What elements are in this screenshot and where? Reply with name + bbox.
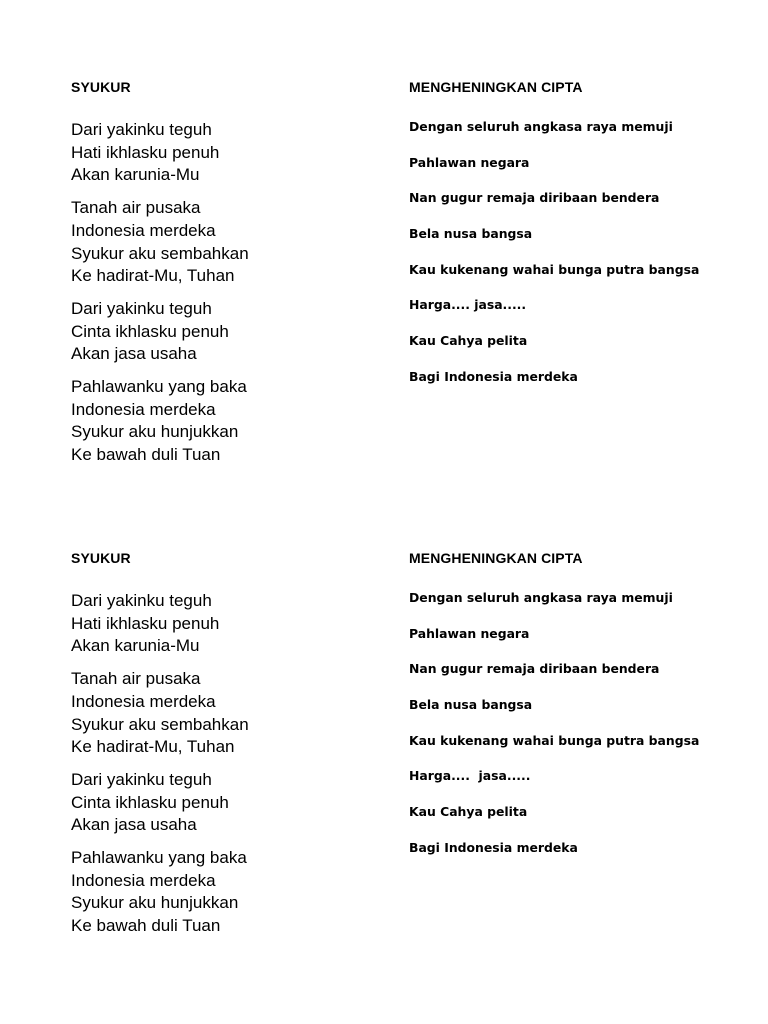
lyric-line: Pahlawanku yang baka <box>71 377 247 397</box>
lyric-line: Dari yakinku teguh <box>71 120 212 139</box>
lyric-line: Dari yakinku teguh <box>71 591 212 610</box>
lyric-line: Pahlawan negara <box>409 154 530 170</box>
lyric-line: Ke bawah duli Tuan <box>71 445 221 465</box>
lyric-line: Dengan seluruh angkasa raya memuji <box>409 590 673 605</box>
lyric-line: Ke hadirat-Mu, Tuhan <box>71 737 235 757</box>
mengheningkan-cipta-lines <box>409 119 749 385</box>
lyric-line: Kau Cahya pelita <box>409 333 528 349</box>
lyric-line: Hati ikhlasku penuh <box>71 613 220 633</box>
lyric-line: Syukur aku sembahkan <box>71 243 249 263</box>
mengheningkan-cipta-section <box>409 78 749 405</box>
lyric-line: Harga.... jasa..... <box>409 297 527 313</box>
stanza <box>71 119 371 187</box>
lyric-line: Bagi Indonesia merdeka <box>409 839 578 855</box>
syukur-section <box>71 549 371 948</box>
lyric-line: Bela nusa bangsa <box>409 226 533 242</box>
lyric-line: Pahlawan negara <box>409 625 530 641</box>
mengheningkan-cipta-lines <box>409 590 749 856</box>
lyric-line: Tanah air pusaka <box>71 198 201 218</box>
stanza <box>71 376 371 467</box>
lyric-line: Indonesia merdeka <box>71 691 216 711</box>
stanza <box>71 590 371 658</box>
lyric-line: Syukur aku hunjukkan <box>71 893 239 913</box>
stanza <box>71 298 371 366</box>
lyric-line: Ke hadirat-Mu, Tuhan <box>71 266 235 286</box>
lyric-line: Syukur aku sembahkan <box>71 714 249 734</box>
lyric-line: Nan gugur remaja diribaan bendera <box>409 661 660 677</box>
lyric-line: Indonesia merdeka <box>71 220 216 240</box>
lyric-line: Kau kukenang wahai bunga putra bangsa <box>409 261 700 277</box>
lyric-line: Bela nusa bangsa <box>409 697 533 713</box>
lyric-line: Harga.... jasa..... <box>409 768 531 784</box>
lyric-line: Hati ikhlasku penuh <box>71 142 220 162</box>
syukur-title: SYUKUR <box>71 79 131 95</box>
lyric-line: Syukur aku hunjukkan <box>71 422 239 442</box>
syukur-stanzas <box>71 119 371 467</box>
lyric-line: Akan karunia-Mu <box>71 165 200 185</box>
lyric-line: Akan karunia-Mu <box>71 636 200 656</box>
lyric-line: Indonesia merdeka <box>71 870 216 890</box>
lyric-line: Pahlawanku yang baka <box>71 848 247 868</box>
lyric-line: Ke bawah duli Tuan <box>71 916 221 936</box>
lyric-line: Nan gugur remaja diribaan bendera <box>409 190 660 206</box>
lyric-line: Tanah air pusaka <box>71 669 201 689</box>
lyric-line: Dari yakinku teguh <box>71 769 212 789</box>
stanza <box>71 847 371 938</box>
lyric-line: Cinta ikhlasku penuh <box>71 321 229 341</box>
syukur-stanzas <box>71 590 371 938</box>
lyrics-block-bottom <box>0 471 768 941</box>
lyric-line: Bagi Indonesia merdeka <box>409 368 578 384</box>
lyric-line: Dari yakinku teguh <box>71 298 212 318</box>
stanza <box>71 197 371 288</box>
lyrics-block-top <box>0 0 768 470</box>
stanza <box>71 769 371 837</box>
lyric-line: Akan jasa usaha <box>71 344 197 364</box>
lyric-line: Kau Cahya pelita <box>409 804 528 820</box>
mengheningkan-cipta-title: MENGHENINGKAN CIPTA <box>409 79 583 95</box>
lyric-line: Kau kukenang wahai bunga putra bangsa <box>409 732 700 748</box>
lyric-line: Dengan seluruh angkasa raya memuji <box>409 119 673 134</box>
mengheningkan-cipta-title: MENGHENINGKAN CIPTA <box>409 550 583 566</box>
lyric-line: Akan jasa usaha <box>71 815 197 835</box>
syukur-section <box>71 78 371 477</box>
stanza <box>71 668 371 759</box>
mengheningkan-cipta-section <box>409 549 749 876</box>
lyric-line: Indonesia merdeka <box>71 399 216 419</box>
lyric-line: Cinta ikhlasku penuh <box>71 792 229 812</box>
syukur-title: SYUKUR <box>71 550 131 566</box>
